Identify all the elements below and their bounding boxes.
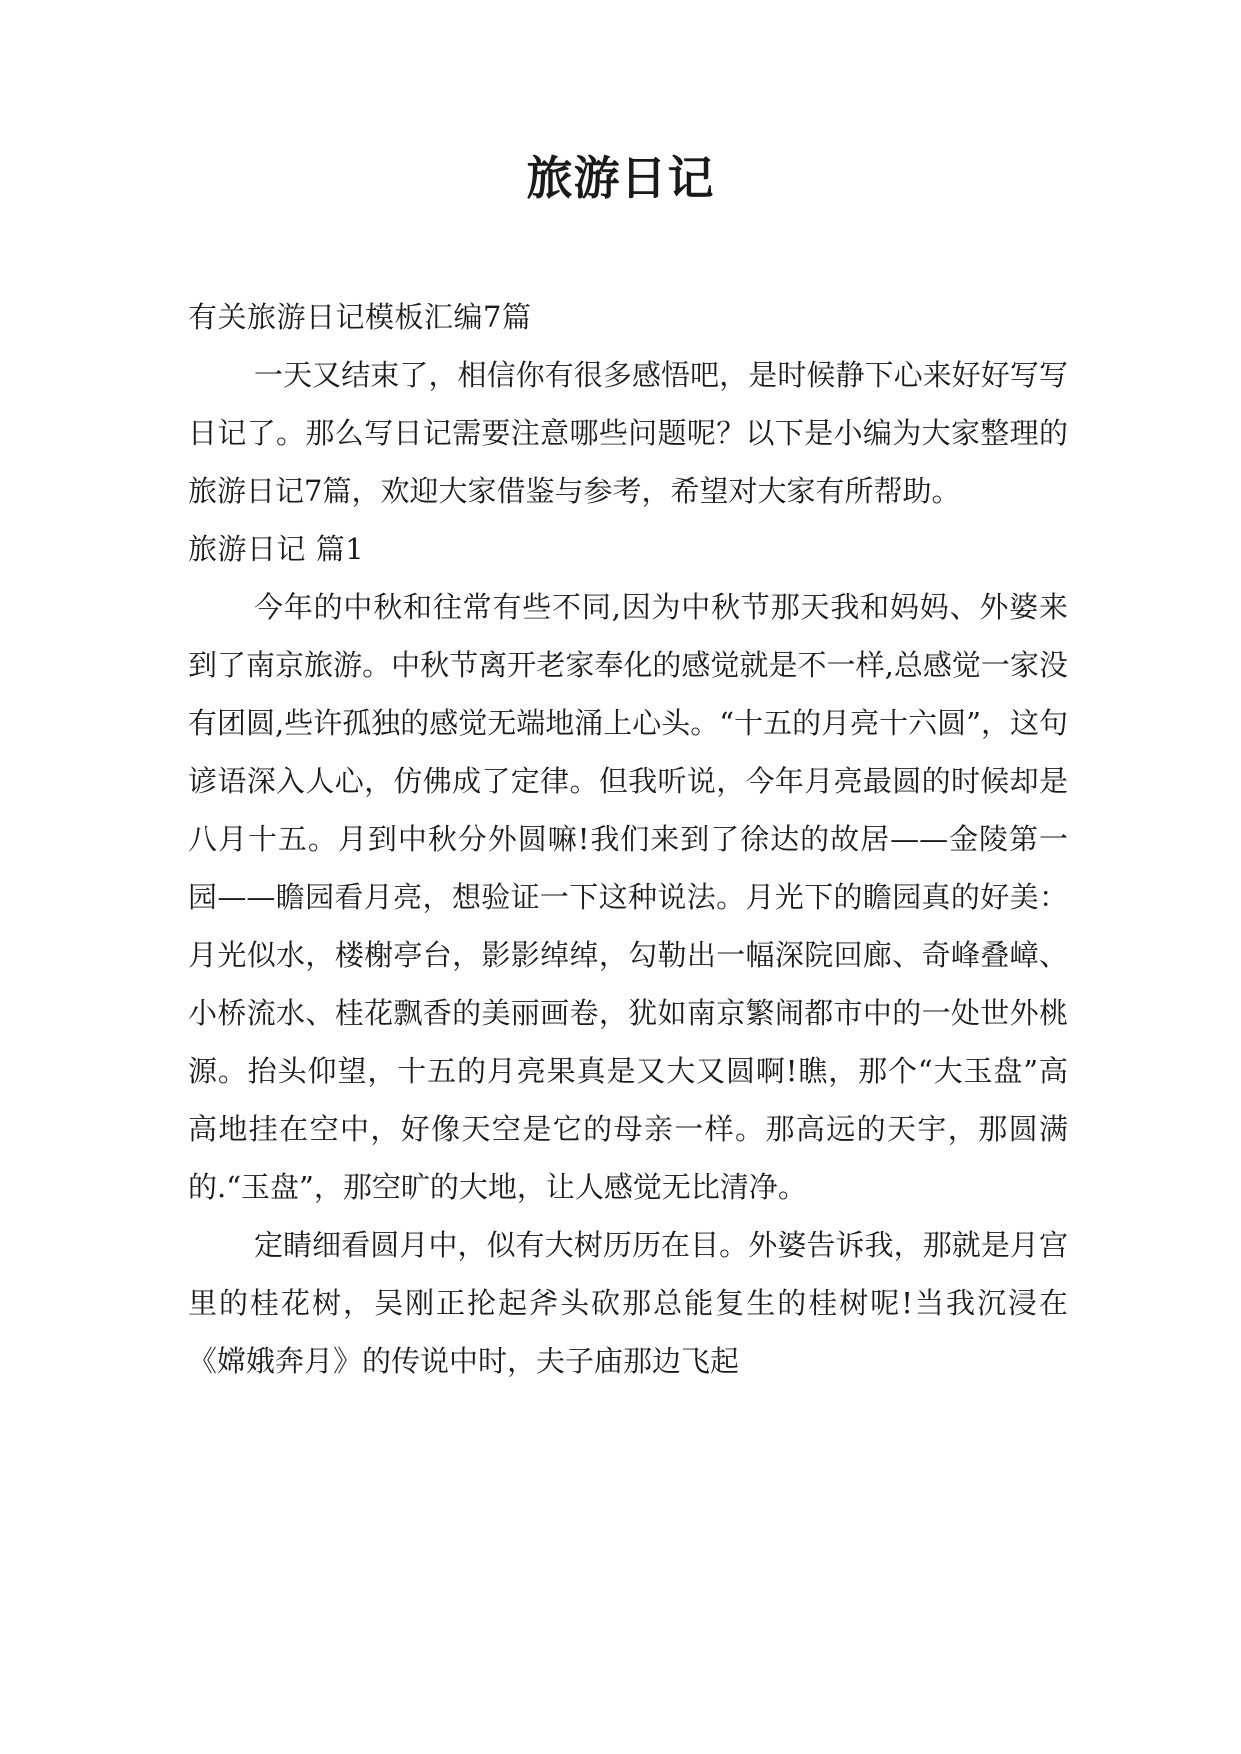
- body-paragraph: 今年的中秋和往常有些不同,因为中秋节那天我和妈妈、外婆来到了南京旅游。中秋节离开老家奉化的感觉就是不一样,总感觉一家没有团圆,些许孤独的感觉无端地涌上心头。“十五的月亮十六圆”，这句谚语深入人心，仿佛成了定律。但我听说，今年月亮最圆的时候却是八月十五。月到中秋分外圆嘛!我们来到了徐达的故居——金陵第一园——瞻园看月亮，想验证一下这种说法。月光下的瞻园真的好美：月光似水，楼榭亭台，影影绰绰，勾勒出一幅深院回廊、奇峰叠嶂、小桥流水、桂花飘香的美丽画卷，犹如南京繁闹都市中的一处世外桃源。抬头仰望，十五的月亮果真是又大又圆啊!瞧，那个“大玉盘”高高地挂在空中，好像天空是它的母亲一样。那高远的天宇，那圆满的.“玉盘”，那空旷的大地，让人感觉无比清净。: [188, 590, 1068, 1204]
- document-title: 旅游日记: [526, 151, 715, 205]
- intro-paragraph: 一天又结束了，相信你有很多感悟吧，是时候静下心来好好写写日记了。那么写日记需要注意哪些问题呢？以下是小编为大家整理的旅游日记7篇，欢迎大家借鉴与参考，希望对大家有所帮助。: [188, 358, 1068, 508]
- document-body: [188, 288, 1068, 1390]
- document-subtitle: 有关旅游日记模板汇编7篇: [188, 300, 532, 334]
- body-paragraph: 定睛细看圆月中，似有大树历历在目。外婆告诉我，那就是月宫里的桂花树，吴刚正抡起斧头砍那总能复生的桂树呢!当我沉浸在《嫦娥奔月》的传说中时，夫子庙那边飞起: [188, 1228, 1068, 1378]
- section-heading: 旅游日记 篇1: [188, 532, 365, 566]
